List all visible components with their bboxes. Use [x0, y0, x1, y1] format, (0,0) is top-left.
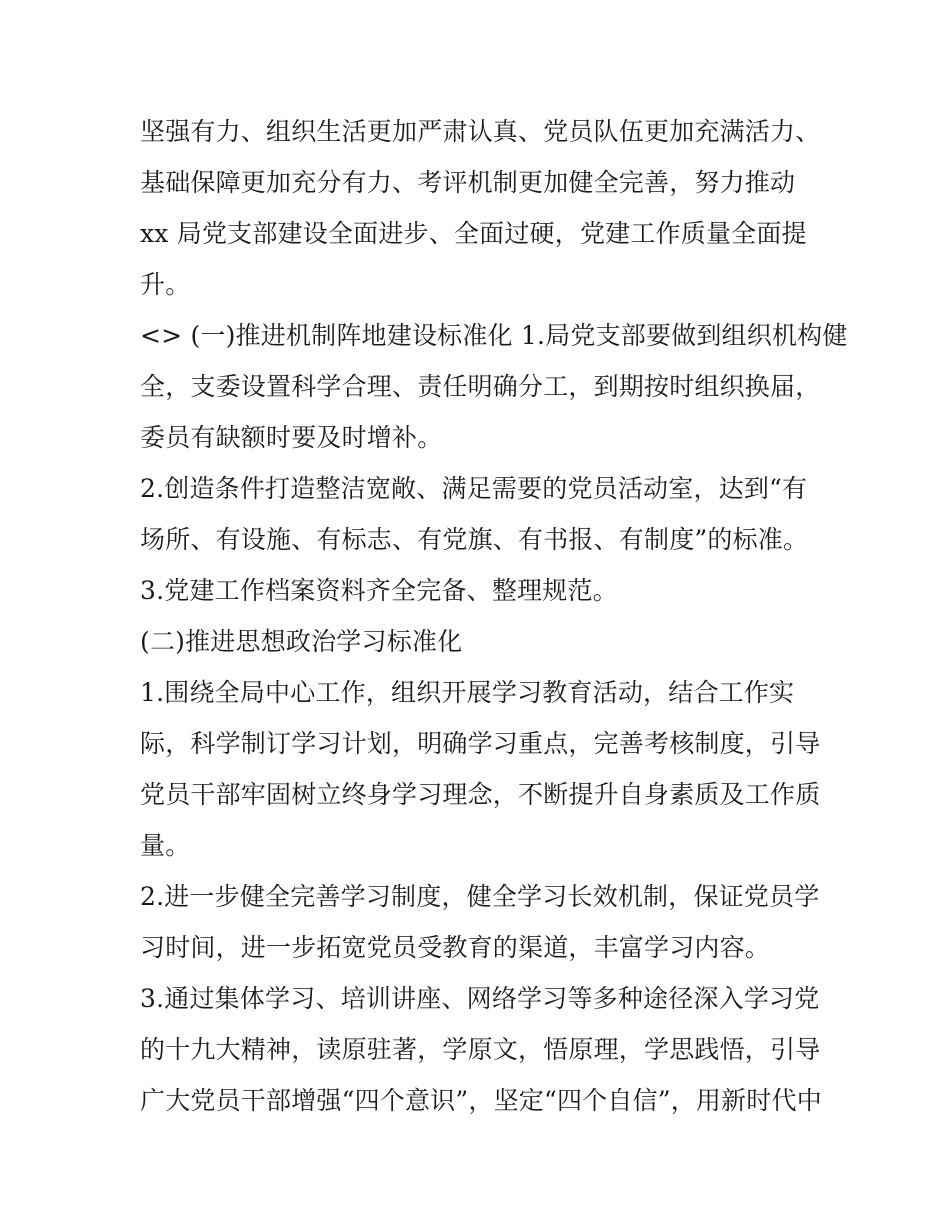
- text-line: 全，支委设置科学合理、责任明确分工，到期按时组织换届，: [140, 372, 821, 401]
- text-line: 委员有缺额时要及时增补。: [140, 423, 443, 452]
- text-line: 量。: [140, 831, 191, 860]
- text-line: 的十九大精神，读原驻著，学原文，悟原理，学思践悟，引导: [140, 1035, 821, 1064]
- text-line: 2.进一步健全完善学习制度，健全学习长效机制，保证党员学: [140, 882, 820, 911]
- text-line: 3.通过集体学习、培训讲座、网络学习等多种途径深入学习党: [140, 984, 820, 1013]
- text-line: <> (一)推进机制阵地建设标准化 1.局党支部要做到组织机构健: [140, 321, 848, 350]
- text-line: 升。: [140, 270, 191, 299]
- document-body: [140, 106, 848, 1126]
- text-line: xx 局党支部建设全面进步、全面过硬，党建工作质量全面提: [140, 219, 807, 248]
- section-heading: (二)推进思想政治学习标准化: [140, 627, 463, 656]
- text-line: 党员干部牢固树立终身学习理念，不断提升自身素质及工作质: [140, 780, 821, 809]
- text-line: 2.创造条件打造整洁宽敞、满足需要的党员活动室，达到“有: [140, 474, 808, 503]
- text-line: 习时间，进一步拓宽党员受教育的渠道，丰富学习内容。: [140, 933, 771, 962]
- text-line: 际，科学制订学习计划，明确学习重点，完善考核制度，引导: [140, 729, 821, 758]
- text-line: 坚强有力、组织生活更加严肃认真、党员队伍更加充满活力、: [140, 117, 821, 146]
- text-line: 场所、有设施、有标志、有党旗、有书报、有制度”的标准。: [140, 525, 809, 554]
- text-line: 1.围绕全局中心工作，组织开展学习教育活动，结合工作实: [140, 678, 795, 707]
- text-line: 3.党建工作档案资料齐全完备、整理规范。: [140, 576, 618, 605]
- text-line: 广大党员干部增强“四个意识”，坚定“四个自信”，用新时代中: [140, 1086, 822, 1115]
- text-line: 基础保障更加充分有力、考评机制更加健全完善，努力推动: [140, 168, 796, 197]
